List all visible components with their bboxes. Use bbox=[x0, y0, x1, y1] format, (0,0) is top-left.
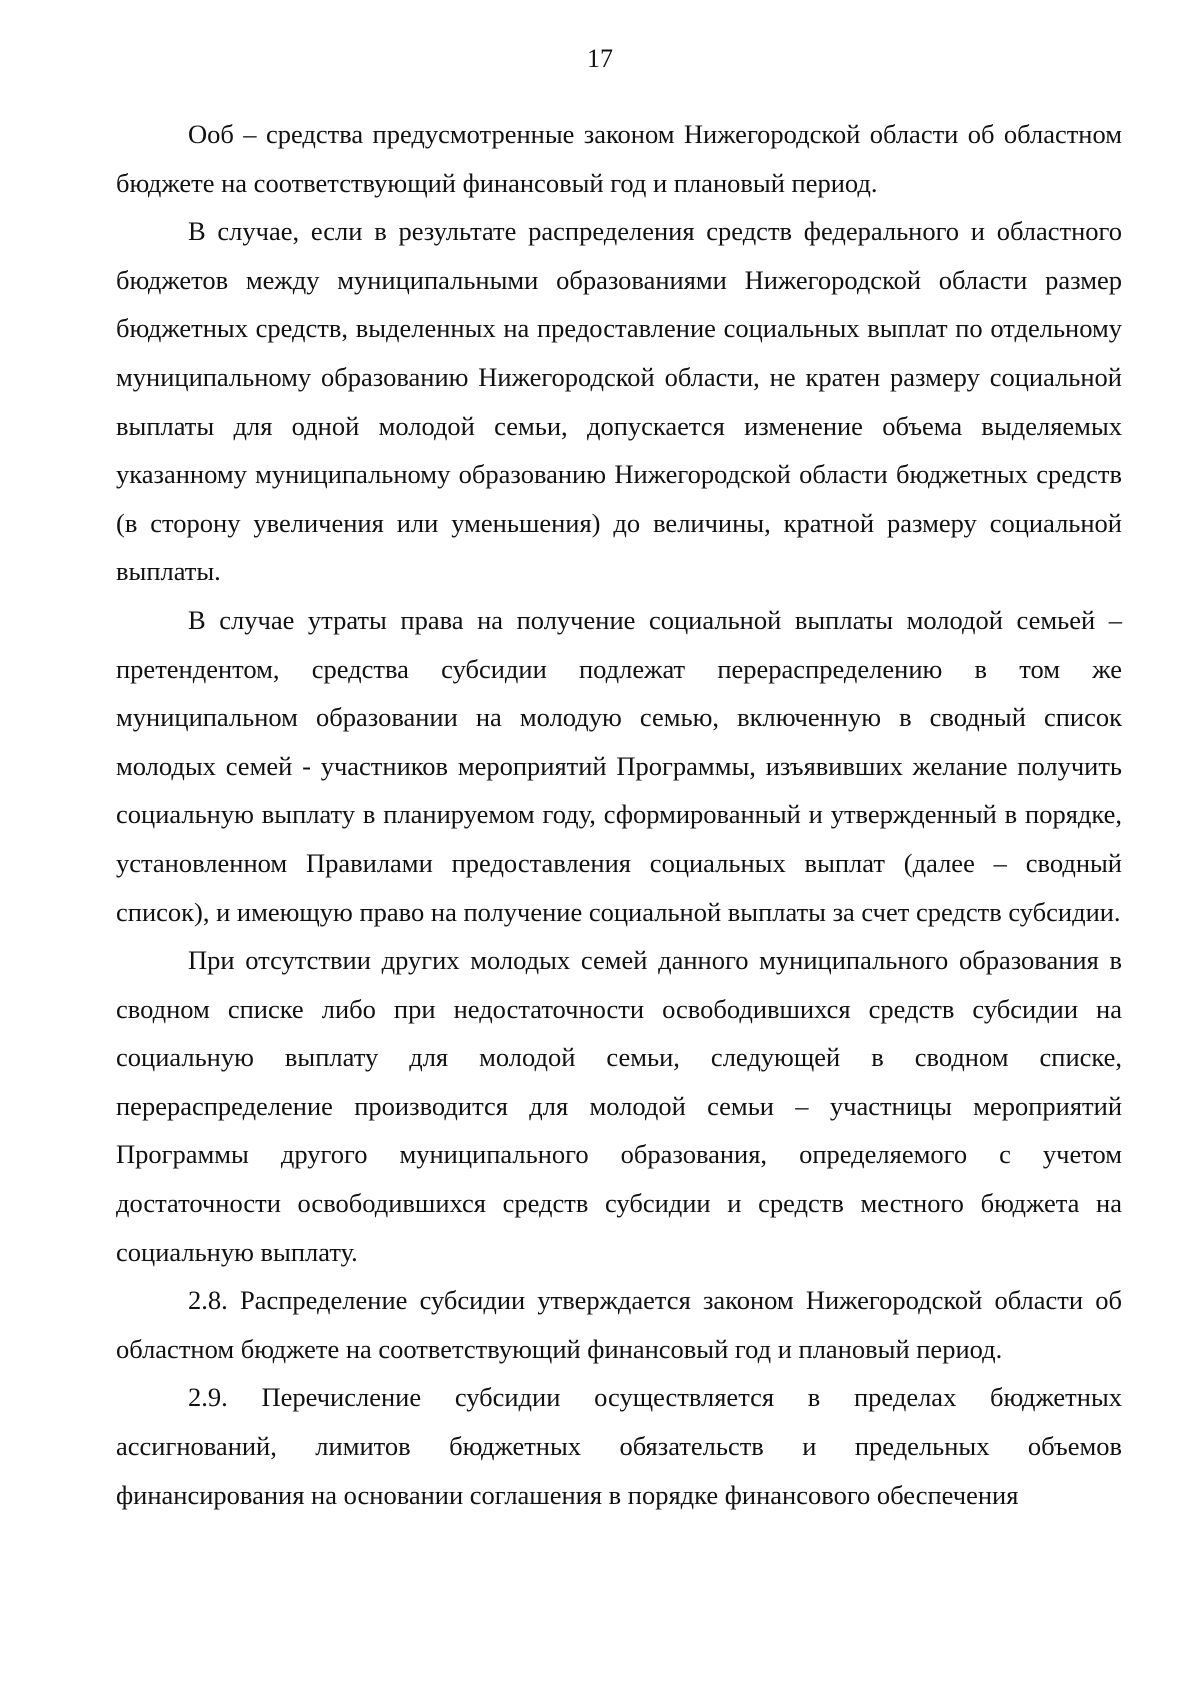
page-number: 17 bbox=[587, 44, 613, 73]
paragraph-other-municipality-redistribution: При отсутствии других молодых семей данного муниципального образования в сводном списке либо при недостаточности освободившихся средств субсидии на социальную выплату для молодой семьи, следующей в сводном списке, перераспределение производится для молодой семьи – участницы мероприятий Программы другого муниципального образования, определяемого с учетом достаточности освободившихся средств субсидии и средств местного бюджета на социальную выплату. bbox=[116, 945, 1122, 1267]
paragraph-formula-definition: Ооб – средства предусмотренные законом Нижегородской области об областном бюджете на соответствующий финансовый год и плановый период. bbox=[116, 119, 1122, 198]
paragraph-2-9: 2.9. Перечисление субсидии осуществляется в пределах бюджетных ассигнований, лимитов бюджетных обязательств и предельных объемов финансирования на основании соглашения в порядке финансового обеспечения bbox=[116, 1382, 1122, 1510]
paragraph-budget-adjustment: В случае, если в результате распределения средств федерального и областного бюджетов между муниципальными образованиями Нижегородской области размер бюджетных средств, выделенных на предоставление социальных выплат по отдельному муниципальному образованию Нижегородской области, не кратен размеру социальной выплаты для одной молодой семьи, допускается изменение объема выделяемых указанному муниципальному образованию Нижегородской области бюджетных средств (в сторону увеличения или уменьшения) до величины, кратной размеру социальной выплаты. bbox=[116, 216, 1122, 587]
paragraph-2-8: 2.8. Распределение субсидии утверждается законом Нижегородской области об областном бюджете на соответствующий финансовый год и плановый период. bbox=[116, 1285, 1122, 1364]
document-body bbox=[116, 110, 1122, 1519]
paragraph-right-loss-redistribution: В случае утраты права на получение социальной выплаты молодой семьей – претендентом, средства субсидии подлежат перераспределению в том же муниципальном образовании на молодую семью, включенную в сводный список молодых семей - участников мероприятий Программы, изъявивших желание получить социальную выплату в планируемом году, сформированный и утвержденный в порядке, установленном Правилами предоставления социальных выплат (далее – сводный список), и имеющую право на получение социальной выплаты за счет средств субсидии. bbox=[116, 604, 1122, 927]
